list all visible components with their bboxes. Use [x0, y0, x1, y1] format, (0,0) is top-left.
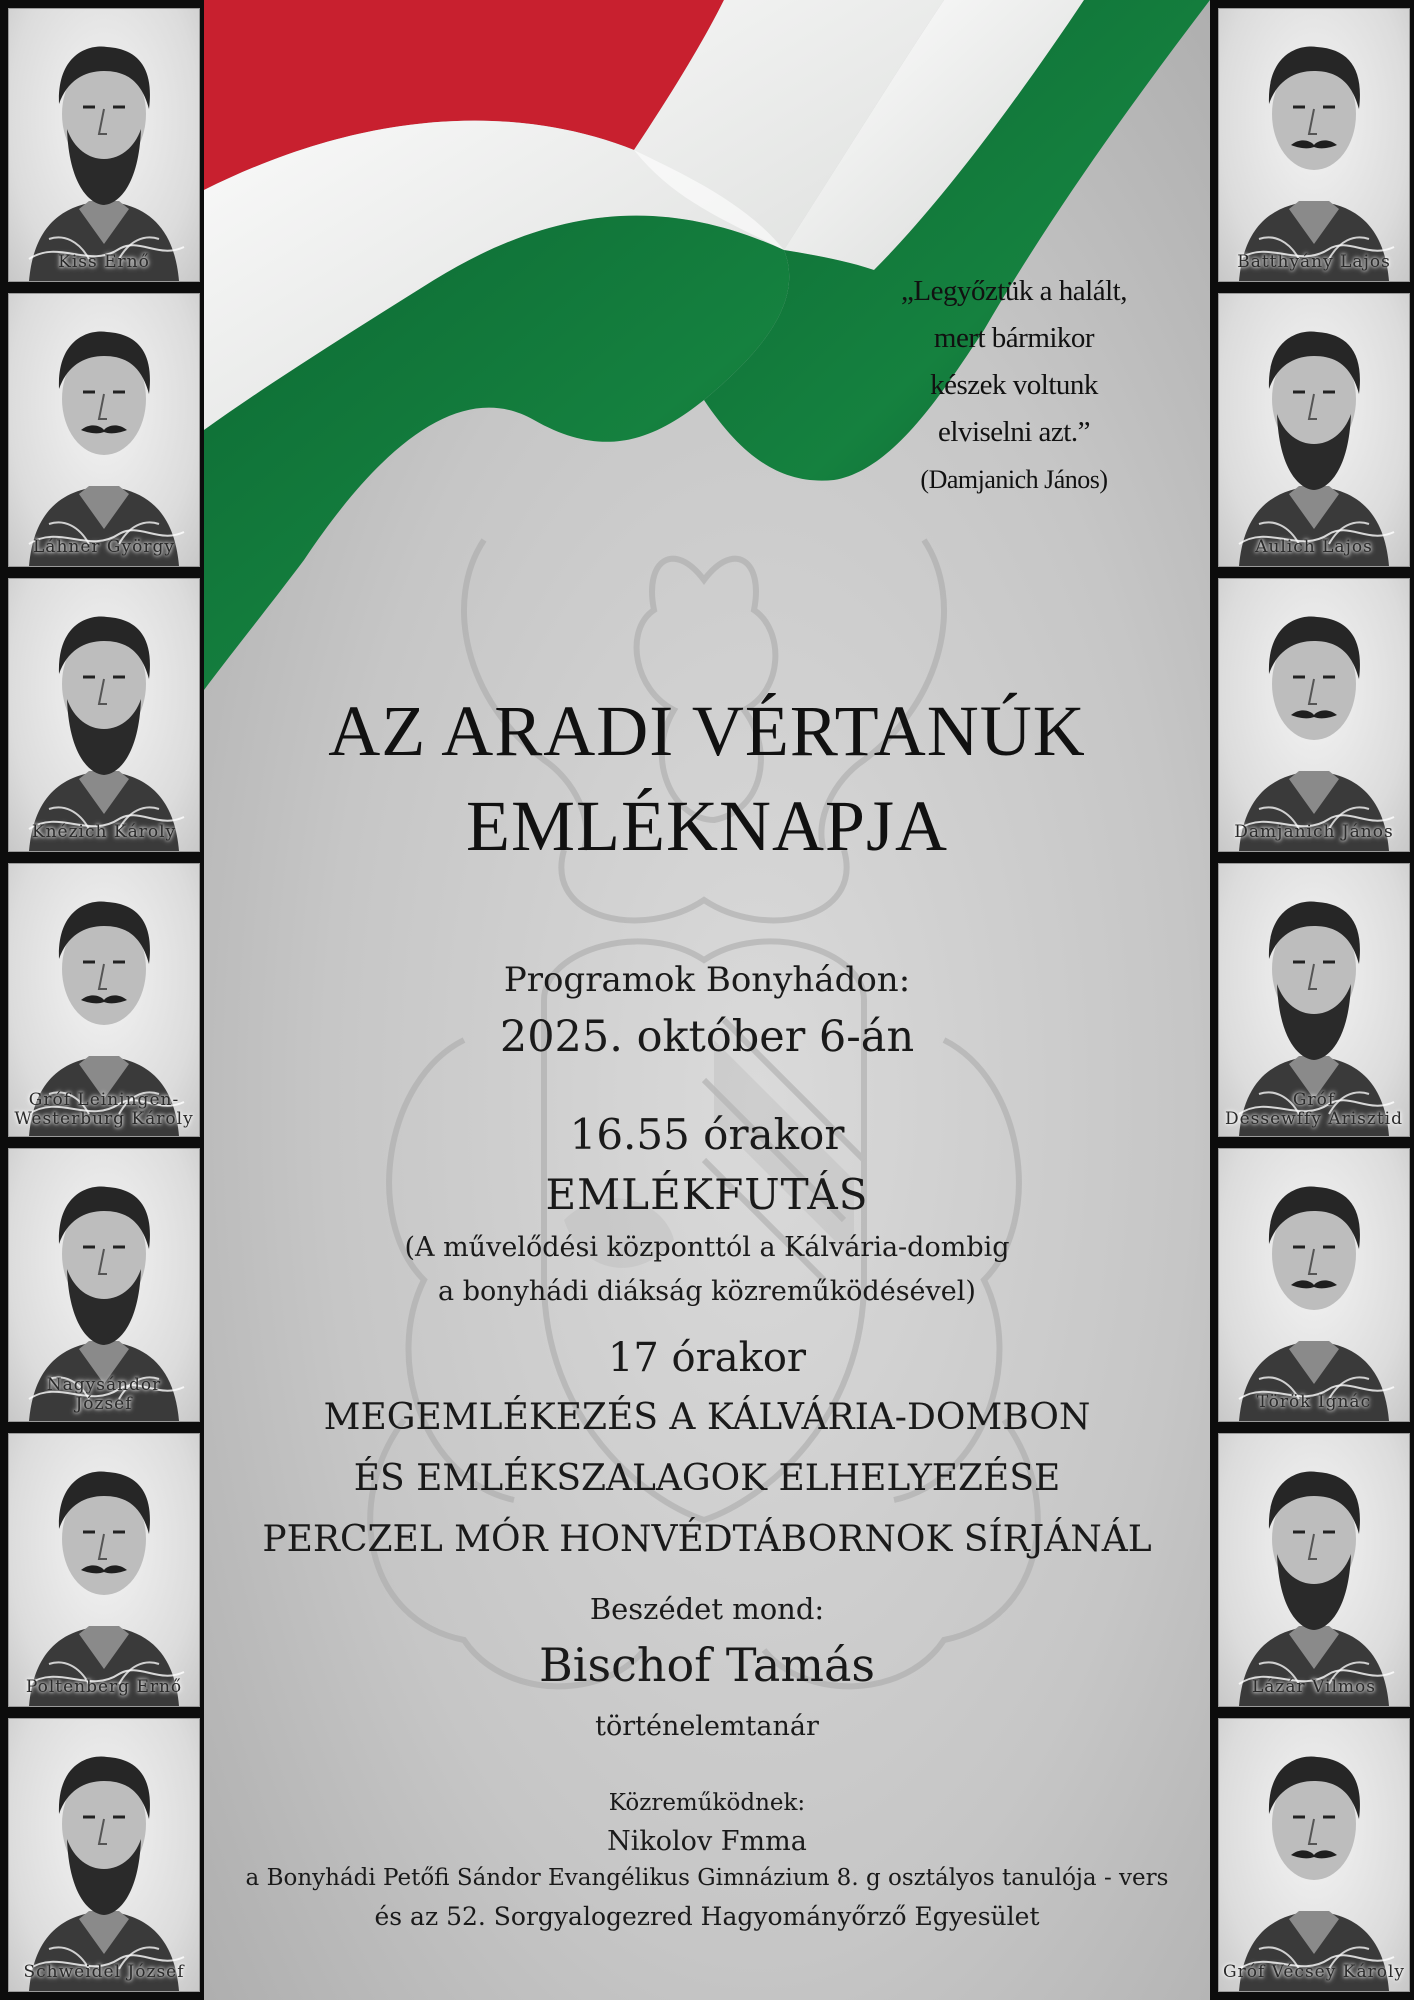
poster-title-line-1: AZ ARADI VÉRTANÚK — [328, 691, 1086, 771]
right-portrait-column — [1210, 0, 1414, 2000]
event1-time: 16.55 órakor — [569, 1110, 845, 1159]
martyr-portrait — [8, 1148, 200, 1422]
martyr-name — [1219, 253, 1409, 273]
martyr-name — [9, 253, 199, 273]
quote-line: elviselni azt.” — [938, 416, 1090, 448]
contributors-label: Közreműködnek: — [608, 1790, 806, 1816]
martyr-name-line: Nagysándor — [46, 1374, 162, 1395]
portrait-engraving — [9, 294, 199, 566]
portrait-engraving — [1219, 579, 1409, 851]
quote-source: (Damjanich János) — [920, 465, 1108, 494]
event2-line-1: MEGEMLÉKEZÉS A KÁLVÁRIA-DOMBON — [323, 1397, 1091, 1438]
contributor-1: Nikolov Fmma — [607, 1826, 807, 1857]
portrait-engraving — [9, 1719, 199, 1991]
quote-line: „Legyőztük a halált, — [901, 275, 1127, 307]
martyr-portrait — [8, 293, 200, 567]
portrait-engraving — [1219, 294, 1409, 566]
event1-note-line-2: a bonyhádi diákság közreműködésével) — [438, 1276, 976, 1307]
portrait-engraving — [9, 9, 199, 281]
quote-line: mert bármikor — [933, 322, 1095, 354]
portrait-engraving — [9, 1434, 199, 1706]
martyr-portrait — [1218, 1148, 1410, 1422]
martyr-name — [1219, 823, 1409, 843]
martyr-name-line: Gróf Vécsey Károly — [1223, 1962, 1405, 1983]
martyr-name-line: Láhner György — [33, 537, 175, 558]
portrait-engraving — [1219, 1434, 1409, 1706]
event1-note-line-1: (A művelődési központtól a Kálvária-dombig — [404, 1232, 1010, 1263]
contributor-3: és az 52. Sorgyalogezred Hagyományőrző Egyesület — [374, 1902, 1040, 1931]
damjanich-quote — [854, 268, 1174, 503]
martyr-name-line: Kiss Ernő — [58, 252, 150, 273]
martyr-name-line: Batthyány Lajos — [1237, 252, 1391, 273]
martyr-name — [9, 1963, 199, 1983]
portrait-engraving — [1219, 1719, 1409, 1991]
poster-center — [204, 0, 1210, 2000]
martyr-portrait — [8, 1718, 200, 1992]
martyr-name-line: Gróf Leiningen- — [28, 1089, 180, 1110]
martyr-name-line: Knézich Károly — [31, 822, 177, 843]
martyr-name — [9, 823, 199, 843]
left-portrait-column — [0, 0, 204, 2000]
martyr-portrait — [8, 1433, 200, 1707]
martyr-portrait — [1218, 863, 1410, 1137]
martyr-name — [1219, 538, 1409, 558]
contributor-2: a Bonyhádi Petőfi Sándor Evangélikus Gimnázium 8. g osztályos tanulója - vers — [245, 1865, 1169, 1891]
poster-title-line-2: EMLÉKNAPJA — [465, 786, 948, 866]
martyr-name — [9, 538, 199, 558]
speaker-name: Bischof Tamás — [538, 1638, 876, 1692]
portrait-engraving — [1219, 1149, 1409, 1421]
martyr-name-line: Dessewffy Arisztid — [1224, 1109, 1403, 1130]
martyr-portrait — [1218, 1433, 1410, 1707]
martyr-name-line: Gróf — [1292, 1089, 1336, 1110]
martyr-portrait — [1218, 578, 1410, 852]
event1-name: EMLÉKFUTÁS — [545, 1170, 869, 1219]
martyr-portrait — [1218, 1718, 1410, 1992]
martyr-name — [1219, 1091, 1409, 1130]
martyr-name-line: Westerburg Károly — [14, 1109, 194, 1130]
martyr-portrait — [8, 863, 200, 1137]
martyr-name — [1219, 1678, 1409, 1698]
portrait-engraving — [1219, 9, 1409, 281]
martyr-name — [1219, 1393, 1409, 1413]
event-date: 2025. október 6-án — [499, 1012, 915, 1062]
martyr-name-line: Poltenberg Ernő — [25, 1677, 183, 1698]
martyr-portrait — [1218, 293, 1410, 567]
martyr-portrait — [1218, 8, 1410, 282]
martyr-name — [9, 1091, 199, 1130]
portrait-engraving — [9, 579, 199, 851]
martyr-name — [9, 1376, 199, 1415]
martyr-name-line: Damjanich János — [1234, 822, 1394, 843]
martyr-name — [1219, 1963, 1409, 1983]
quote-line: készek voltunk — [930, 369, 1098, 401]
martyr-portrait — [8, 578, 200, 852]
martyr-name-line: Aulich Lajos — [1255, 537, 1373, 558]
martyr-name-line: Török Ignác — [1256, 1392, 1372, 1413]
martyr-name-line: József — [75, 1394, 133, 1415]
speaker-role: történelemtanár — [595, 1711, 819, 1742]
program-heading: Programok Bonyhádon: — [503, 960, 911, 1000]
martyr-name-line: Lázár Vilmos — [1252, 1677, 1376, 1698]
event2-time: 17 órakor — [607, 1335, 807, 1381]
speech-label: Beszédet mond: — [589, 1592, 825, 1626]
martyr-name — [9, 1678, 199, 1698]
martyr-portrait — [8, 8, 200, 282]
event2-line-3: PERCZEL MÓR HONVÉDTÁBORNOK SÍRJÁNÁL — [262, 1519, 1152, 1560]
event2-line-2: ÉS EMLÉKSZALAGOK ELHELYEZÉSE — [353, 1458, 1061, 1499]
martyr-name-line: Schweidel József — [23, 1962, 185, 1983]
